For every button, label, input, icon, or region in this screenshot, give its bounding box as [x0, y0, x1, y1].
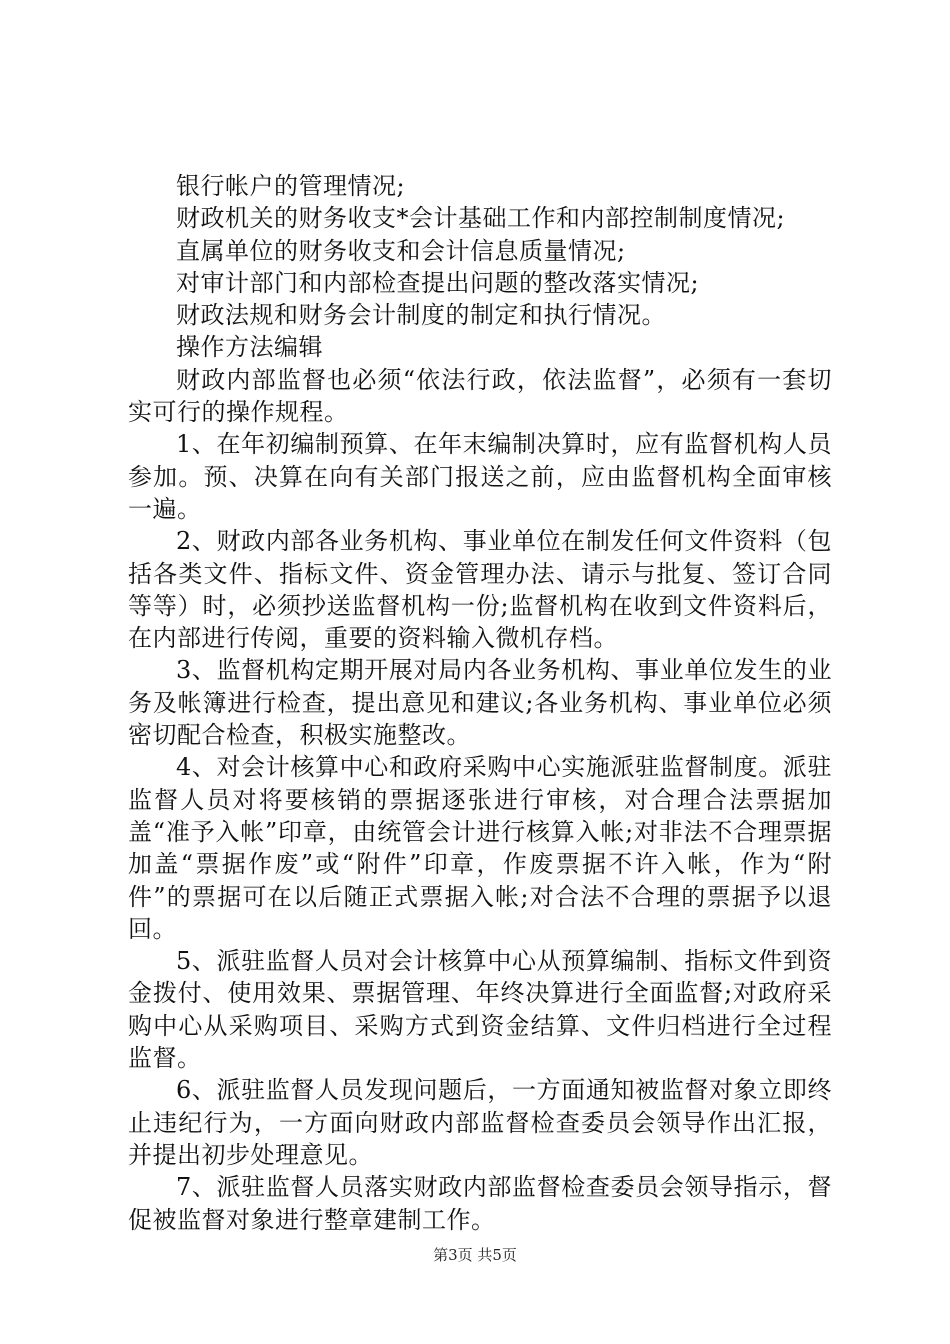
intro-paragraph: 财政内部监督也必须“依法行政，依法监督”，必须有一套切实可行的操作规程。 — [128, 365, 832, 427]
step-paragraph: 5、派驻监督人员对会计核算中心从预算编制、指标文件到资金拨付、使用效果、票据管理、年终决算进行全面监督;对政府采购中心从采购项目、采购方式到资金结算、文件归档进行全过程监督。 — [128, 947, 832, 1073]
document-body — [128, 170, 832, 1236]
step-paragraph: 4、对会计核算中心和政府采购中心实施派驻监督制度。派驻监督人员对将要核销的票据逐张进行审核，对合理合法票据加盖“准予入帐”印章，由统管会计进行核算入帐;对非法不合理票据加盖“票据作废”或“附件”印章，作废票据不许入帐，作为“附件”的票据可在以后随正式票据入帐;对合法不合理的票据予以退回。 — [128, 753, 832, 943]
list-item: 财政机关的财务收支*会计基础工作和内部控制制度情况; — [176, 204, 786, 233]
list-item: 对审计部门和内部检查提出问题的整改落实情况; — [176, 268, 700, 297]
list-item: 财政法规和财务会计制度的制定和执行情况。 — [176, 301, 666, 330]
page-number: 第3页 共5页 — [433, 1246, 517, 1264]
step-paragraph: 3、监督机构定期开展对局内各业务机构、事业单位发生的业务及帐簿进行检查，提出意见和建议;各业务机构、事业单位必须密切配合检查，积极实施整改。 — [128, 656, 832, 750]
step-paragraph: 2、财政内部各业务机构、事业单位在制发任何文件资料（包括各类文件、指标文件、资金管理办法、请示与批复、签订合同等等）时，必须抄送监督机构一份;监督机构在收到文件资料后，在内部进行传阅，重要的资料输入微机存档。 — [128, 527, 832, 653]
section-heading: 操作方法编辑 — [176, 333, 323, 362]
list-item: 银行帐户的管理情况; — [176, 172, 406, 200]
step-paragraph: 7、派驻监督人员落实财政内部监督检查委员会领导指示，督促被监督对象进行整章建制工作。 — [128, 1173, 832, 1234]
step-paragraph: 6、派驻监督人员发现问题后，一方面通知被监督对象立即终止违纪行为，一方面向财政内部监督检查委员会领导作出汇报，并提出初步处理意见。 — [128, 1076, 832, 1169]
list-item: 直属单位的财务收支和会计信息质量情况; — [176, 236, 626, 265]
step-paragraph: 1、在年初编制预算、在年末编制决算时，应有监督机构人员参加。预、决算在向有关部门报送之前，应由监督机构全面审核一遍。 — [128, 430, 832, 523]
